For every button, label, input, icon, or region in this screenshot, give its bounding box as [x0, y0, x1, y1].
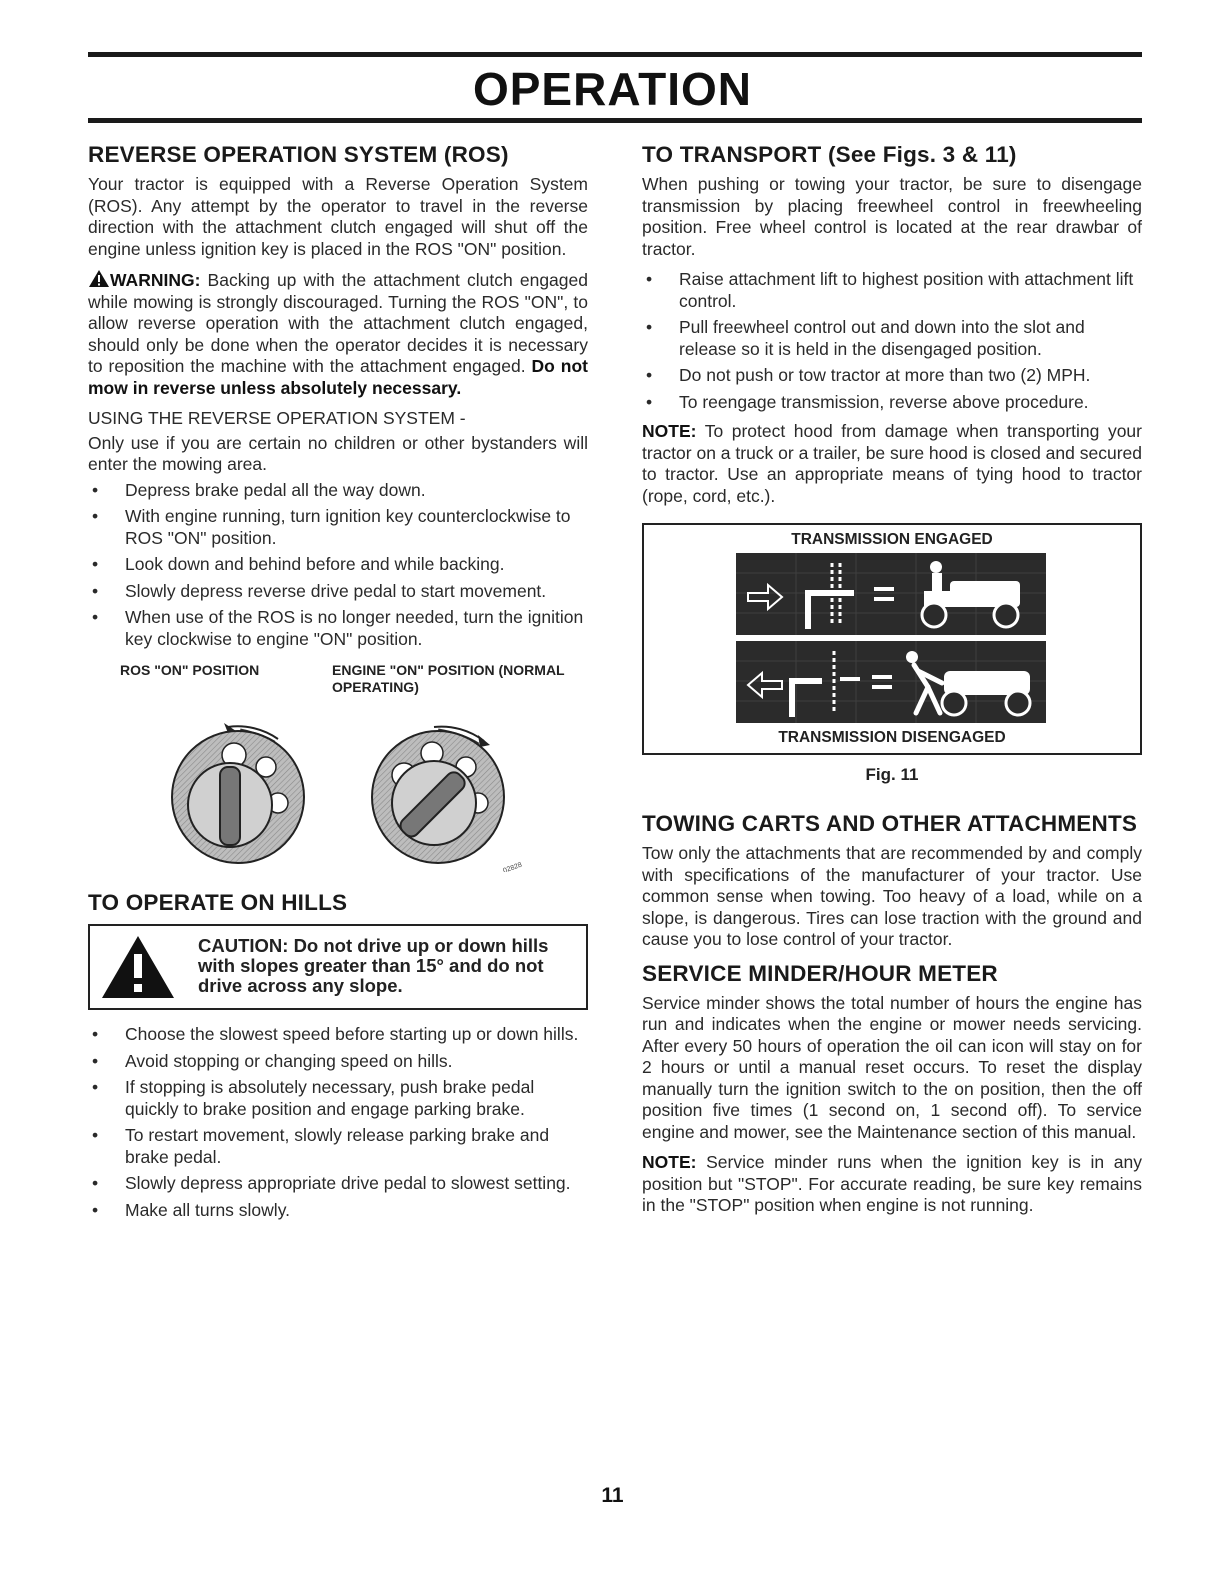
list-item: • When use of the ROS is no longer needed, turn the ignition key clockwise to engine "ON" position. — [92, 607, 584, 649]
engine-on-position-label: ENGINE "ON" POSITION (NORMAL OPERATING) — [332, 662, 565, 695]
warning-icon — [88, 269, 110, 288]
warning-icon — [100, 934, 176, 1000]
list-item: • Slowly depress appropriate drive pedal to slowest setting. — [92, 1173, 571, 1193]
list-item: • To restart movement, slowly release parking brake and brake pedal. — [92, 1125, 550, 1167]
hills-bullets — [88, 1024, 588, 1221]
service-heading: SERVICE MINDER/HOUR METER — [642, 960, 998, 986]
transport-intro: When pushing or towing your tractor, be sure to disengage transmission by placing freewheel control in freewheeling position. Free wheel control is located at the rear drawbar of tractor. — [642, 174, 1142, 259]
towing-heading: TOWING CARTS AND OTHER ATTACHMENTS — [642, 811, 1138, 836]
transmission-diagram — [736, 553, 1046, 723]
list-item: • Avoid stopping or changing speed on hills. — [92, 1050, 453, 1071]
list-item: • Depress brake pedal all the way down. — [92, 479, 426, 500]
ros-warning — [88, 269, 588, 399]
list-item: • To reengage transmission, reverse above procedure. — [646, 391, 1089, 412]
transmission-disengaged-caption: TRANSMISSION DISENGAGED — [778, 729, 1006, 746]
ros-on-dial — [172, 723, 304, 863]
ignition-dials-figure — [88, 702, 588, 872]
transport-note — [642, 421, 1142, 507]
page-title: OPERATION — [472, 63, 753, 115]
note-label: NOTE: — [642, 421, 697, 441]
transport-heading: TO TRANSPORT (See Figs. 3 & 11) — [642, 142, 1017, 167]
page-number: 11 — [601, 1484, 624, 1507]
list-item: • Do not push or tow tractor at more than two (2) MPH. — [646, 365, 1091, 385]
hills-heading: TO OPERATE ON HILLS — [88, 890, 348, 915]
dial-code: 02828 — [502, 861, 523, 872]
ros-intro: Your tractor is equipped with a Reverse Operation System (ROS). Any attempt by the operator to travel in the reverse direction with the attachment clutch engaged will shut off the engine unless ignition key is placed in the ROS "ON" position. — [88, 174, 588, 259]
transport-bullets — [642, 269, 1142, 413]
figure-11-box — [642, 523, 1142, 755]
caution-box — [88, 924, 588, 1010]
left-column — [88, 142, 588, 1229]
transmission-engaged-caption: TRANSMISSION ENGAGED — [791, 531, 993, 548]
list-item: • With engine running, turn ignition key counterclockwise to ROS "ON" position. — [92, 506, 571, 548]
figure-label: Fig. 11 — [865, 765, 919, 784]
service-note — [642, 1152, 1142, 1217]
using-intro: Only use if you are certain no children or other bystanders will enter the mowing area. — [88, 432, 588, 474]
list-item: • If stopping is absolutely necessary, push brake pedal quickly to brake position and engage parking brake. — [92, 1077, 535, 1119]
using-heading: USING THE REVERSE OPERATION SYSTEM - — [88, 408, 466, 428]
title-rule — [88, 118, 1142, 123]
service-text: Service minder shows the total number of hours the engine has run and indicates when the engine or mower needs servicing. After every 50 hours of operation the oil can icon will stay on for 2 hours or until a manual reset occurs. To reset the display manually turn the ignition switch to the on position, then the off position five times (1 second on, 1 second off). To service engine and mower, see the Maintenance section of this manual. — [642, 992, 1142, 1142]
ros-on-position-label: ROS "ON" POSITION — [120, 662, 260, 678]
dial-labels — [88, 658, 588, 702]
warning-bold: Do not mow in reverse unless absolutely necessary. — [88, 356, 588, 398]
list-item: • Slowly depress reverse drive pedal to start movement. — [92, 580, 547, 601]
note-label: NOTE: — [642, 1152, 697, 1172]
list-item: • Make all turns slowly. — [92, 1199, 291, 1220]
warning-text: Backing up with the attachment clutch engaged while mowing is strongly discouraged. Turning the ROS "ON", to allow reverse operation with the attachment clutch engaged, should only be done when the operator decides it is necessary to reposition the machine with the attachment engaged. — [88, 270, 588, 376]
list-item: • Look down and behind before and while backing. — [92, 554, 505, 574]
right-column — [642, 142, 1142, 1226]
note-text: Service minder runs when the ignition key is in any position but "STOP". For accurate reading, be sure key remains in the "STOP" position when engine is not running. — [642, 1152, 1142, 1215]
list-item: • Pull freewheel control out and down into the slot and release so it is held in the disengaged position. — [646, 317, 1085, 359]
ignition-dial-illustration — [88, 702, 588, 872]
note-text: To protect hood from damage when transporting your tractor on a truck or a trailer, be sure hood is closed and secured to tractor. Use an appropriate means of tying hood to tractor (rope, cord, etc.). — [642, 421, 1142, 506]
ros-heading: REVERSE OPERATION SYSTEM (ROS) — [88, 142, 509, 167]
list-item: • Choose the slowest speed before starting up or down hills. — [92, 1024, 579, 1044]
warning-label: WARNING: — [110, 270, 201, 290]
top-rule — [88, 52, 1142, 57]
caution-text: CAUTION: Do not drive up or down hills with slopes greater than 15° and do not drive across any slope. — [198, 935, 549, 996]
ros-bullets — [88, 480, 588, 651]
towing-text: Tow only the attachments that are recommended by and comply with specifications of the manufacturer of your tractor. Use common sense when towing. Too heavy of a load, while on a slope, is dangerous. Tires can lose traction with the ground and cause you to lose control of your tractor. — [642, 843, 1142, 949]
list-item: • Raise attachment lift to highest position with attachment lift control. — [646, 269, 1134, 311]
engine-on-dial — [372, 727, 523, 872]
